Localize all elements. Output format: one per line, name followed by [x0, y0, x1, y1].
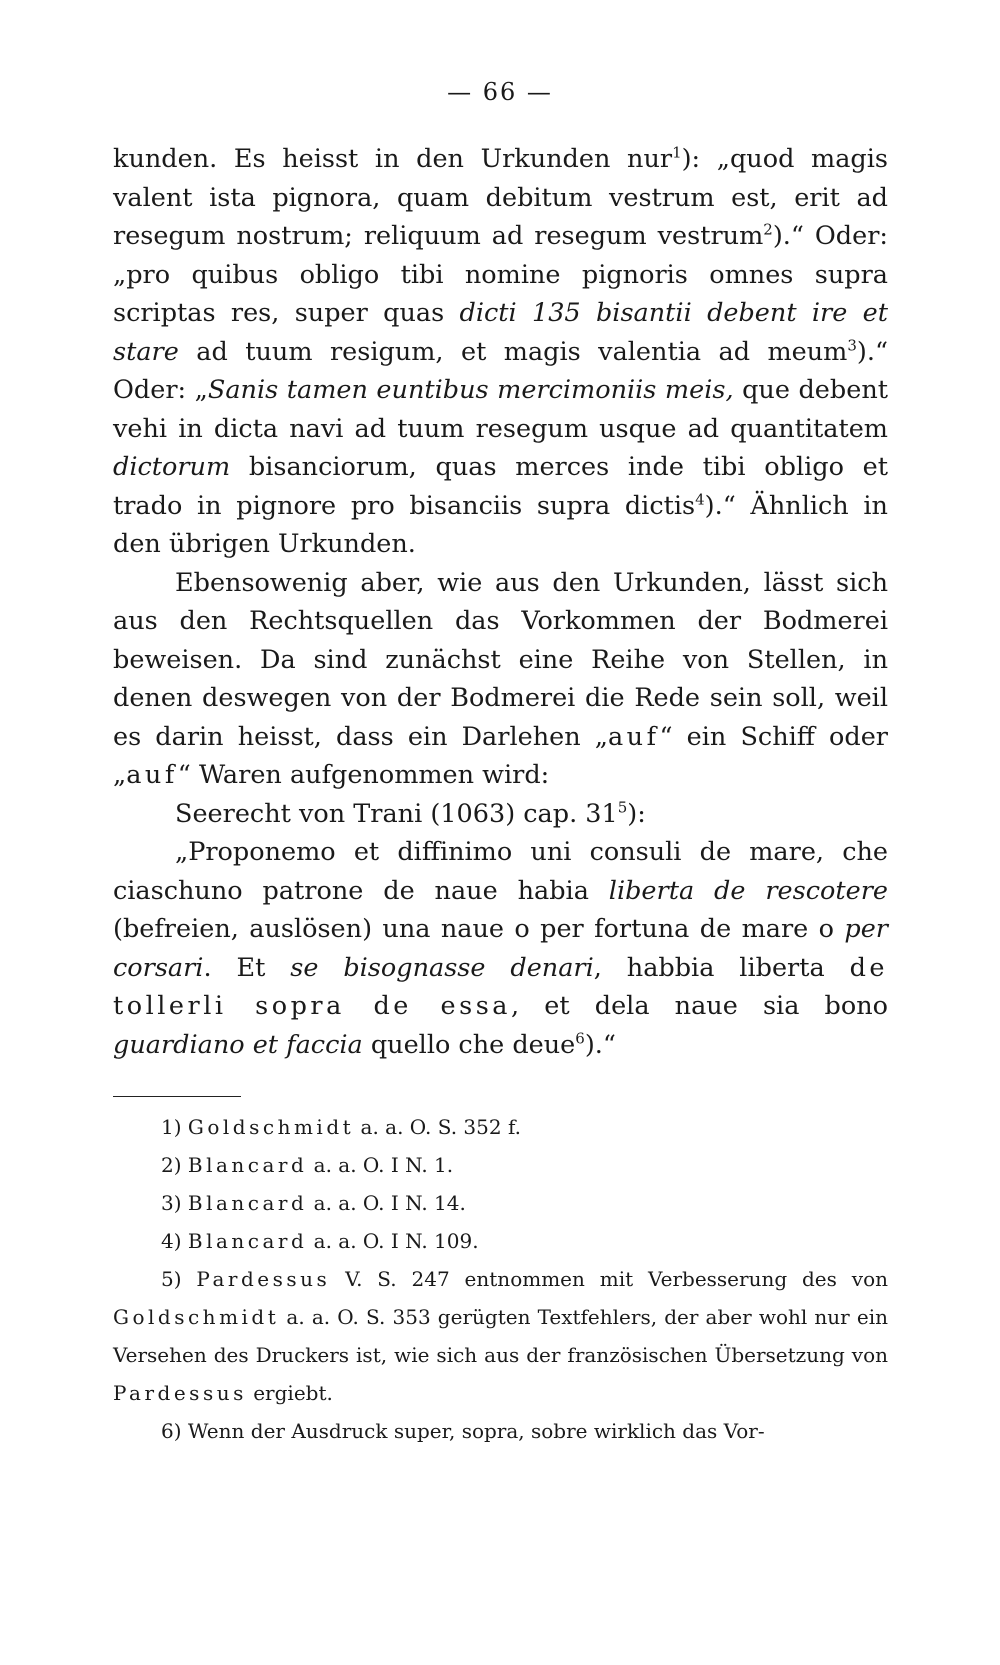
footnote-text: V. S. 247 entnommen mit Verbesserung des von	[330, 1267, 888, 1291]
footnote-6: 6) Wenn der Ausdruck super, sopra, sobre wirklich das Vor-	[161, 1419, 765, 1443]
footnote-1	[113, 1108, 888, 1146]
italic-span: dictorum	[113, 452, 231, 482]
author-name: Pardessus	[113, 1381, 247, 1405]
author-name: Pardessus	[196, 1267, 331, 1291]
text-span: bisanciorum, quas merces inde tibi obligo et trado in pignore pro bisanciis supra dictis	[113, 452, 888, 521]
italic-span: per corsari	[113, 914, 888, 983]
text-span: (befreien, auslösen) una naue o per fortuna de mare o	[113, 914, 845, 944]
paragraph-quote-trani	[113, 833, 888, 1064]
text-span: ).“	[584, 1029, 616, 1060]
footnote-4	[113, 1222, 888, 1260]
text-span: , habbia liberta	[593, 952, 850, 983]
text-span: ).“ Ähnlich in den übrigen Urkunden.	[113, 490, 888, 559]
footnote-5	[113, 1260, 888, 1412]
footnotes	[113, 1108, 888, 1450]
footnote-text: a. a. O. I N. 1.	[307, 1153, 454, 1177]
text-span: Seerecht von Trani (1063) cap. 31	[175, 798, 618, 829]
footnote-ref-6[interactable]: 6	[575, 1029, 585, 1047]
text-span: kunden. Es heisst in den Urkunden nur	[113, 144, 673, 174]
footnote-text: ergiebt.	[246, 1381, 333, 1405]
footnote-ref-5[interactable]: 5	[617, 798, 628, 816]
author-name: Goldschmidt	[187, 1115, 355, 1139]
italic-span: guardiano et faccia	[113, 1029, 363, 1060]
paragraph-urkunden	[113, 140, 888, 564]
footnote-marker: 3)	[161, 1191, 188, 1215]
text-span: ).“ Oder: „	[113, 336, 888, 405]
footnote-text: a. a. O. S. 353 gerügten Textfehlers, der aber wohl nur ein Versehen des Druckers ist, wie sich aus der französischen Übersetzung von	[113, 1305, 888, 1367]
author-name: Blancard	[187, 1191, 308, 1215]
author-name: Goldschmidt	[113, 1305, 280, 1329]
text-span: “ Waren aufgenommen wird:	[177, 760, 550, 790]
footnote-ref-1[interactable]: 1	[672, 143, 682, 162]
footnote-text: a. a. O. I N. 109.	[307, 1229, 479, 1253]
footnote-marker: 5)	[161, 1267, 197, 1291]
italic-span: dicti 135 bisantii debent ire et stare	[113, 298, 888, 367]
footnote-3	[113, 1184, 888, 1222]
text-span: . Et	[203, 952, 291, 983]
footnote-text: a. a. O. I N. 14.	[307, 1191, 466, 1215]
spaced-span: de tollerli sopra de essa	[113, 952, 889, 1021]
text-span: ad tuum resigum, et magis valentia ad meum	[178, 336, 848, 367]
text-span: “ ein Schiff oder „	[113, 721, 888, 790]
text-span: ): „quod magis valent ista pignora, quam debitum vestrum est, erit ad resegum nostrum; reliquum ad resegum vestrum	[113, 144, 888, 251]
footnote-ref-2[interactable]: 2	[763, 220, 773, 239]
footnote-marker: 4)	[161, 1229, 188, 1253]
page-number: — 66 —	[447, 78, 553, 106]
text-span: quello che deue	[362, 1029, 576, 1060]
footnote-2	[113, 1146, 888, 1184]
text-span: ):	[627, 798, 646, 829]
paragraph-rechtsquellen	[113, 564, 888, 795]
text-span: Ebensowenig aber, wie aus den Urkunden, lässt sich aus den Rechtsquellen das Vorkommen der Bodmerei beweisen. Da sind zunächst eine Reihe von Stellen, in denen deswegen von der Bodmerei die Rede sein soll, weil es darin heisst, dass ein Darlehen „	[113, 567, 888, 752]
footnote-marker: 1)	[161, 1115, 188, 1139]
spaced-span: auf	[607, 721, 660, 752]
author-name: Blancard	[187, 1153, 308, 1177]
footnote-ref-3[interactable]: 3	[847, 336, 857, 354]
footnote-divider	[113, 1096, 241, 1097]
text-span: , et dela naue sia bono	[511, 991, 889, 1021]
footnote-text: a. a. O. S. 352 f.	[354, 1115, 522, 1139]
italic-span: se bisognasse denari	[290, 952, 594, 983]
text-span: ).“ Oder: „pro quibus obligo tibi nomine pignoris omnes supra scriptas res, super quas	[113, 221, 888, 328]
main-text	[113, 140, 888, 1064]
footnote-ref-4[interactable]: 4	[695, 490, 705, 508]
author-name: Blancard	[187, 1229, 308, 1253]
paragraph-seerecht-trani	[113, 795, 888, 834]
italic-span: Sanis tamen euntibus mercimoniis meis,	[207, 375, 734, 405]
text-span: „Proponemo et diffinimo uni consuli de mare, che ciaschuno patrone de naue habia	[113, 837, 888, 906]
text-span: que debent vehi in dicta navi ad tuum resegum usque ad quantitatem	[113, 375, 888, 444]
italic-span: liberta de rescotere	[608, 875, 888, 906]
footnote-marker: 2)	[161, 1153, 188, 1177]
spaced-span: auf	[126, 760, 178, 790]
